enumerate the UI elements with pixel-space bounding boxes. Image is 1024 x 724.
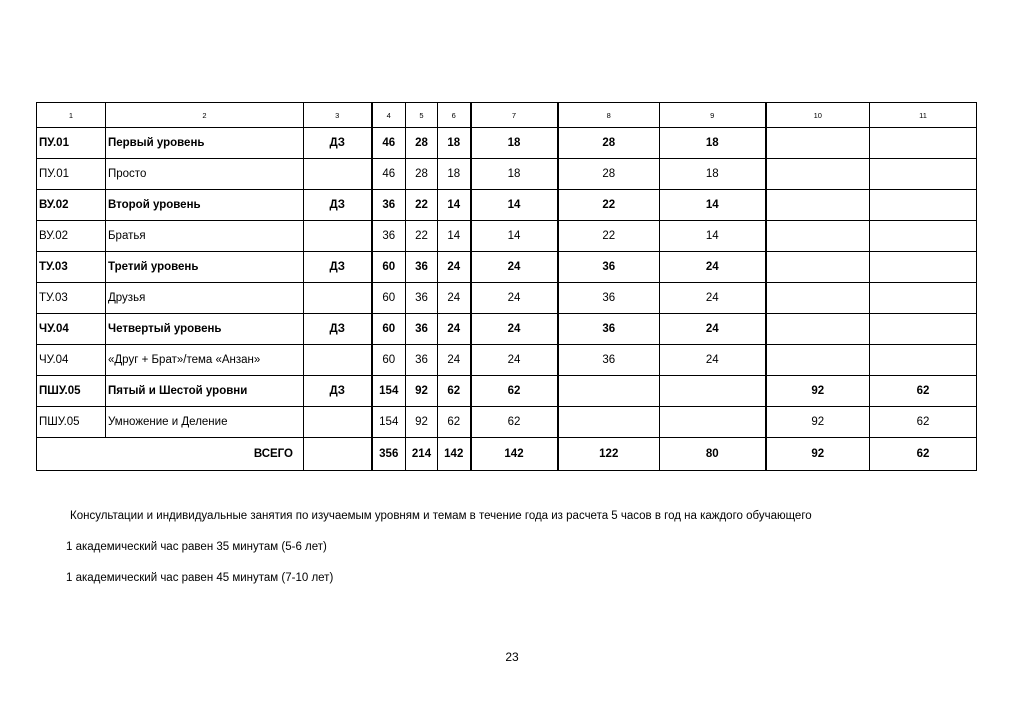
table-row bbox=[37, 159, 977, 190]
table-cell bbox=[870, 283, 977, 314]
table-cell: 22 bbox=[558, 221, 660, 252]
header-cell: 11 bbox=[870, 103, 977, 128]
table-cell: 18 bbox=[660, 128, 766, 159]
table-cell: 92 bbox=[406, 376, 438, 407]
header-cell: 7 bbox=[471, 103, 558, 128]
table-cell: ДЗ bbox=[304, 314, 372, 345]
table-cell bbox=[870, 314, 977, 345]
total-cell: 142 bbox=[438, 438, 471, 471]
table-cell: 14 bbox=[660, 221, 766, 252]
table-cell: ВУ.02 bbox=[37, 190, 106, 221]
table-cell bbox=[870, 221, 977, 252]
academic-hour-note-5-6: 1 академический час равен 35 минутам (5-6 лет) bbox=[66, 541, 327, 553]
table-cell: ДЗ bbox=[304, 252, 372, 283]
table-row bbox=[37, 221, 977, 252]
table-cell: ТУ.03 bbox=[37, 283, 106, 314]
table-cell: Пятый и Шестой уровни bbox=[106, 376, 304, 407]
table-cell bbox=[304, 438, 372, 471]
table-cell: 36 bbox=[558, 345, 660, 376]
table-cell bbox=[304, 407, 372, 438]
table-cell: 62 bbox=[870, 376, 977, 407]
table-cell: Просто bbox=[106, 159, 304, 190]
table-cell: 62 bbox=[870, 407, 977, 438]
table-cell: 62 bbox=[438, 376, 471, 407]
header-cell: 9 bbox=[660, 103, 766, 128]
table-cell: 14 bbox=[438, 221, 471, 252]
table-cell: 36 bbox=[558, 252, 660, 283]
table-cell bbox=[304, 159, 372, 190]
table-cell: 24 bbox=[438, 314, 471, 345]
table-cell: Третий уровень bbox=[106, 252, 304, 283]
table-cell: 18 bbox=[660, 159, 766, 190]
table-cell: 154 bbox=[372, 376, 406, 407]
table-cell: 36 bbox=[558, 283, 660, 314]
header-cell: 1 bbox=[37, 103, 106, 128]
table-cell: 24 bbox=[471, 283, 558, 314]
table-cell: 24 bbox=[471, 252, 558, 283]
table-cell: Первый уровень bbox=[106, 128, 304, 159]
table-cell: ДЗ bbox=[304, 190, 372, 221]
table-cell: ДЗ bbox=[304, 376, 372, 407]
header-cell: 10 bbox=[766, 103, 870, 128]
header-cell: 4 bbox=[372, 103, 406, 128]
total-cell: 122 bbox=[558, 438, 660, 471]
total-cell: 214 bbox=[406, 438, 438, 471]
table-cell bbox=[766, 252, 870, 283]
total-cell: 92 bbox=[766, 438, 870, 471]
table-cell bbox=[870, 128, 977, 159]
table-cell bbox=[766, 221, 870, 252]
table-cell: 154 bbox=[372, 407, 406, 438]
table-row bbox=[37, 252, 977, 283]
table-cell: 36 bbox=[372, 190, 406, 221]
table-row bbox=[37, 190, 977, 221]
table-cell bbox=[766, 314, 870, 345]
table-cell: ЧУ.04 bbox=[37, 345, 106, 376]
header-cell: 8 bbox=[558, 103, 660, 128]
table-cell: 18 bbox=[438, 128, 471, 159]
table-cell: 46 bbox=[372, 128, 406, 159]
table-cell: 60 bbox=[372, 345, 406, 376]
table-cell: 28 bbox=[406, 159, 438, 190]
table-cell: 36 bbox=[406, 283, 438, 314]
table-row bbox=[37, 376, 977, 407]
header-cell: 3 bbox=[304, 103, 372, 128]
header-row bbox=[37, 103, 977, 128]
table-cell: 36 bbox=[406, 345, 438, 376]
table-cell: Друзья bbox=[106, 283, 304, 314]
table-cell: «Друг + Брат»/тема «Анзан» bbox=[106, 345, 304, 376]
table-cell bbox=[660, 376, 766, 407]
table-cell: 18 bbox=[471, 128, 558, 159]
total-label: ВСЕГО bbox=[37, 438, 304, 471]
table-cell: 22 bbox=[406, 221, 438, 252]
header-cell: 6 bbox=[438, 103, 471, 128]
table-cell: 60 bbox=[372, 314, 406, 345]
table-cell: ПШУ.05 bbox=[37, 407, 106, 438]
table-cell: Братья bbox=[106, 221, 304, 252]
table-row bbox=[37, 128, 977, 159]
table-cell bbox=[660, 407, 766, 438]
table-cell: 18 bbox=[438, 159, 471, 190]
table-cell: 14 bbox=[471, 190, 558, 221]
curriculum-table bbox=[36, 102, 977, 471]
table-cell: 28 bbox=[558, 159, 660, 190]
table-cell: 60 bbox=[372, 252, 406, 283]
table-cell: 22 bbox=[558, 190, 660, 221]
total-row bbox=[37, 438, 977, 471]
table-cell bbox=[558, 376, 660, 407]
table-cell: Умножение и Деление bbox=[106, 407, 304, 438]
table-cell: Второй уровень bbox=[106, 190, 304, 221]
table-cell: ВУ.02 bbox=[37, 221, 106, 252]
table-cell: 28 bbox=[558, 128, 660, 159]
table-row bbox=[37, 283, 977, 314]
table-cell: 24 bbox=[660, 252, 766, 283]
table-cell bbox=[870, 159, 977, 190]
table-cell bbox=[766, 159, 870, 190]
table-cell: 24 bbox=[438, 252, 471, 283]
table-cell bbox=[766, 190, 870, 221]
table-cell: 92 bbox=[766, 407, 870, 438]
academic-hour-note-7-10: 1 академический час равен 45 минутам (7-10 лет) bbox=[66, 572, 334, 584]
table-cell: ПУ.01 bbox=[37, 128, 106, 159]
table-body bbox=[37, 103, 977, 471]
table-cell bbox=[870, 252, 977, 283]
table-cell: 62 bbox=[471, 407, 558, 438]
table-row bbox=[37, 407, 977, 438]
table-cell: 14 bbox=[660, 190, 766, 221]
table-cell: 18 bbox=[471, 159, 558, 190]
table-cell: 60 bbox=[372, 283, 406, 314]
page-number: 23 bbox=[505, 650, 519, 664]
table-cell: Четвертый уровень bbox=[106, 314, 304, 345]
table-row bbox=[37, 345, 977, 376]
table-cell bbox=[766, 128, 870, 159]
header-cell: 2 bbox=[106, 103, 304, 128]
table-cell: 62 bbox=[471, 376, 558, 407]
table-cell: 24 bbox=[438, 345, 471, 376]
table-cell bbox=[766, 283, 870, 314]
table-cell: 46 bbox=[372, 159, 406, 190]
table-cell bbox=[304, 283, 372, 314]
total-cell: 62 bbox=[870, 438, 977, 471]
total-cell: 80 bbox=[660, 438, 766, 471]
table-cell bbox=[304, 221, 372, 252]
table-cell bbox=[304, 345, 372, 376]
table-cell: 36 bbox=[558, 314, 660, 345]
table-cell: 14 bbox=[438, 190, 471, 221]
consultations-note: Консультации и индивидуальные занятия по изучаемым уровням и темам в течение года из расчета 5 часов в год на каждого обучающего bbox=[70, 510, 812, 522]
table-cell: 24 bbox=[660, 314, 766, 345]
table-row bbox=[37, 314, 977, 345]
table-cell: 24 bbox=[471, 314, 558, 345]
table-cell: 14 bbox=[471, 221, 558, 252]
table-cell bbox=[870, 345, 977, 376]
table-cell: ЧУ.04 bbox=[37, 314, 106, 345]
table-cell bbox=[558, 407, 660, 438]
table-cell: ТУ.03 bbox=[37, 252, 106, 283]
total-cell: 356 bbox=[372, 438, 406, 471]
table-cell bbox=[870, 190, 977, 221]
table-cell: 24 bbox=[438, 283, 471, 314]
table-cell: 28 bbox=[406, 128, 438, 159]
table-cell: 36 bbox=[372, 221, 406, 252]
table-cell: 62 bbox=[438, 407, 471, 438]
table-cell: ПУ.01 bbox=[37, 159, 106, 190]
total-cell: 142 bbox=[471, 438, 558, 471]
table-cell: 36 bbox=[406, 252, 438, 283]
table-cell bbox=[766, 345, 870, 376]
header-cell: 5 bbox=[406, 103, 438, 128]
table-cell: 92 bbox=[766, 376, 870, 407]
table-cell: 24 bbox=[660, 345, 766, 376]
table-cell: 24 bbox=[660, 283, 766, 314]
table-cell: 22 bbox=[406, 190, 438, 221]
table-cell: ДЗ bbox=[304, 128, 372, 159]
table-cell: 24 bbox=[471, 345, 558, 376]
table-cell: 36 bbox=[406, 314, 438, 345]
table-cell: ПШУ.05 bbox=[37, 376, 106, 407]
table-cell: 92 bbox=[406, 407, 438, 438]
